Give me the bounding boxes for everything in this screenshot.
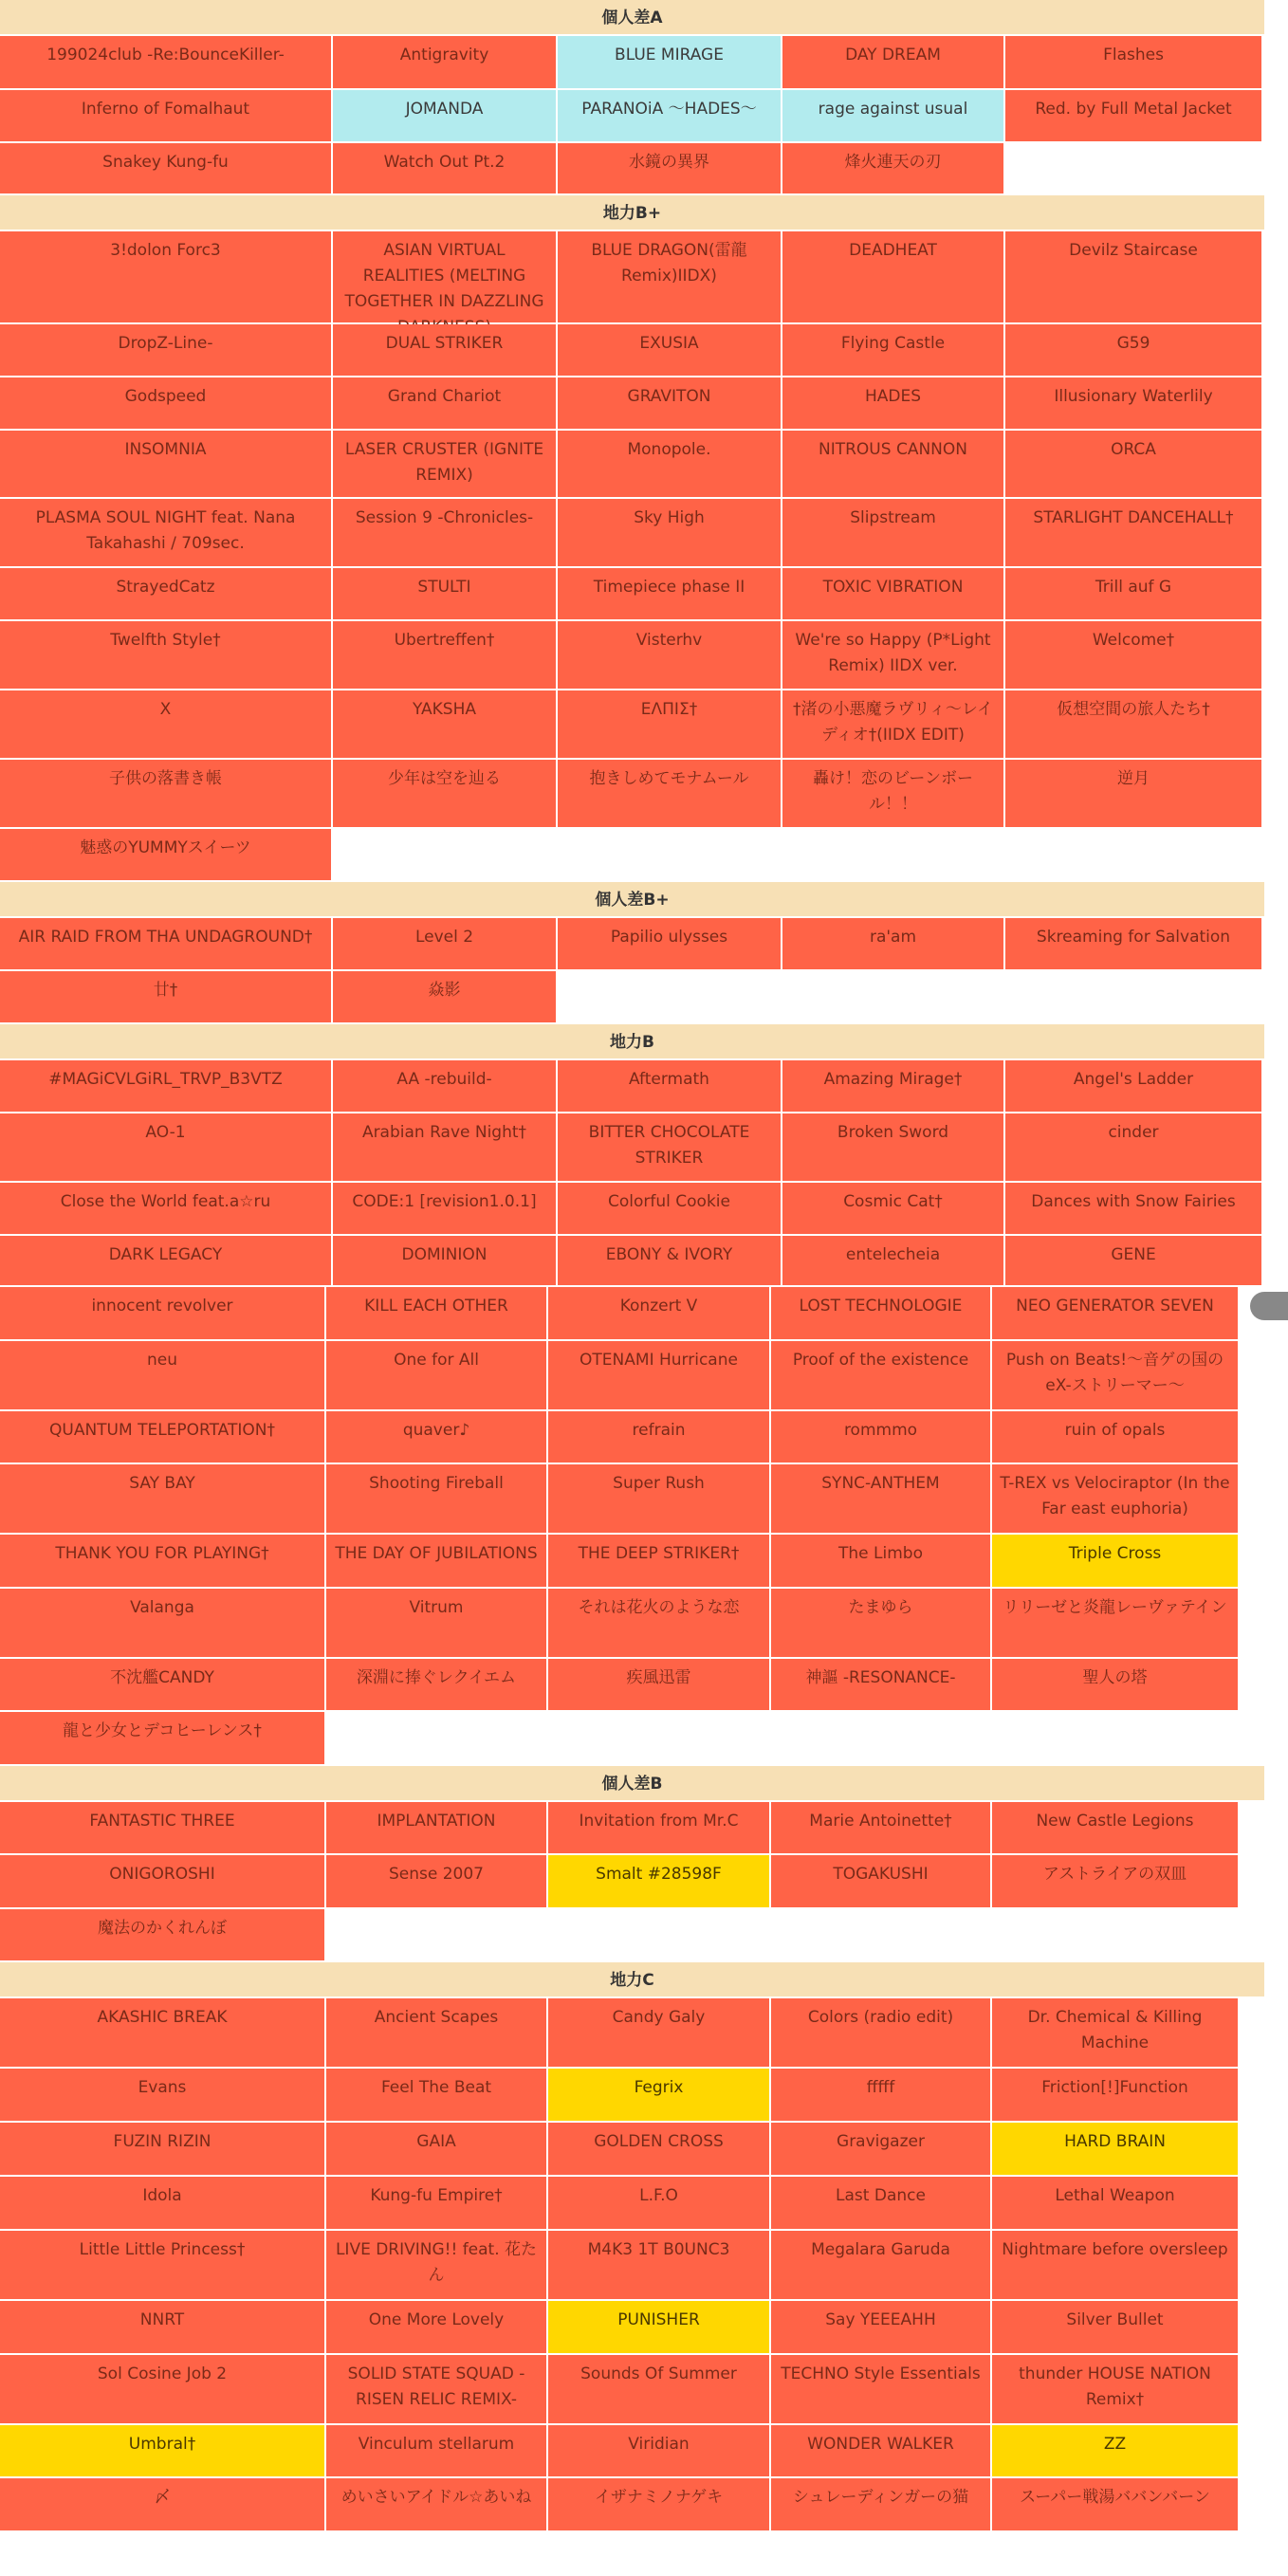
song-cell[interactable]: DOMINION [333,1236,558,1287]
song-cell[interactable]: Cosmic Cat† [782,1183,1005,1236]
song-cell[interactable]: Welcome† [1005,621,1263,690]
song-cell[interactable]: Monopole. [558,431,782,499]
tier-header: 個人差A [0,0,1264,36]
song-cell[interactable]: G59 [1005,324,1263,377]
song-cell[interactable]: Super Rush [548,1464,771,1535]
empty-cell [326,1909,1240,1962]
song-cell[interactable]: JOMANDA [333,90,558,143]
song-cell[interactable]: THE DAY OF JUBILATIONS [326,1535,548,1589]
song-cell[interactable]: Arabian Rave Night† [333,1113,558,1183]
tier-header: 地力B [0,1024,1264,1060]
song-cell[interactable]: シュレーディンガーの猫 [771,2478,992,2532]
tier-header: 個人差B+ [0,882,1264,918]
song-cell[interactable]: Red. by Full Metal Jacket [1005,90,1263,143]
song-cell[interactable]: それは花火のような恋 [548,1589,771,1659]
tier-header: 地力B+ [0,195,1264,231]
empty-cell [326,1712,1240,1766]
song-cell[interactable]: NEO GENERATOR SEVEN [992,1287,1240,1341]
song-cell[interactable]: BLUE MIRAGE [558,36,782,90]
table-row [0,1909,1264,1962]
song-cell[interactable]: Idola [0,2177,326,2231]
table-row [0,1855,1264,1909]
song-cell[interactable]: 逆月 [1005,760,1263,829]
song-cell[interactable]: 深淵に捧ぐレクイエム [326,1659,548,1712]
song-cell[interactable]: Papilio ulysses [558,918,782,971]
table-row [0,324,1264,377]
song-cell[interactable]: OTENAMI Hurricane [548,1341,771,1411]
table-row [0,2069,1264,2123]
song-cell[interactable]: X [0,690,333,760]
song-cell[interactable]: Twelfth Style† [0,621,333,690]
song-cell[interactable]: One for All [326,1341,548,1411]
song-cell[interactable]: Level 2 [333,918,558,971]
tier-section [0,0,1282,195]
song-cell[interactable]: リリーゼと炎龍レーヴァテイン [992,1589,1240,1659]
song-cell[interactable]: innocent revolver [0,1287,326,1341]
tier-header: 地力C [0,1962,1264,1998]
song-cell[interactable]: Slipstream [782,499,1005,568]
song-cell[interactable]: CODE:1 [revision1.0.1] [333,1183,558,1236]
song-cell[interactable]: Amazing Mirage† [782,1060,1005,1113]
empty-cell [1005,143,1263,195]
song-cell[interactable]: AKASHIC BREAK [0,1998,326,2069]
song-cell[interactable]: SYNC-ANTHEM [771,1464,992,1535]
song-cell[interactable]: Proof of the existence [771,1341,992,1411]
song-cell[interactable]: Skreaming for Salvation [1005,918,1263,971]
table-row [0,2231,1264,2301]
song-cell[interactable]: 少年は空を辿る [333,760,558,829]
table-row [0,1712,1264,1766]
song-cell[interactable]: entelecheia [782,1236,1005,1287]
song-cell[interactable]: refrain [548,1411,771,1464]
song-cell[interactable]: 龍と少女とデコヒーレンス† [0,1712,326,1766]
song-cell[interactable]: Dr. Chemical & Killing Machine [992,1998,1240,2069]
song-cell[interactable]: Snakey Kung-fu [0,143,333,195]
song-cell[interactable]: 聖人の塔 [992,1659,1240,1712]
song-cell[interactable]: Silver Bullet [992,2301,1240,2355]
song-cell[interactable]: DUAL STRIKER [333,324,558,377]
song-cell[interactable]: Viridian [548,2425,771,2478]
song-cell[interactable]: New Castle Legions [992,1802,1240,1855]
song-cell[interactable]: neu [0,1341,326,1411]
table-row [0,143,1264,195]
song-cell[interactable]: FANTASTIC THREE [0,1802,326,1855]
song-cell[interactable]: BITTER CHOCOLATE STRIKER [558,1113,782,1183]
table-row [0,690,1264,760]
song-cell[interactable]: Grand Chariot [333,377,558,431]
song-cell[interactable]: たまゆら [771,1589,992,1659]
table-row [0,2177,1264,2231]
song-cell[interactable]: quaver♪ [326,1411,548,1464]
song-cell[interactable]: The Limbo [771,1535,992,1589]
song-cell[interactable]: PUNISHER [548,2301,771,2355]
song-cell[interactable]: Aftermath [558,1060,782,1113]
song-cell[interactable]: GENE [1005,1236,1263,1287]
song-cell[interactable]: Marie Antoinette† [771,1802,992,1855]
song-cell[interactable]: Sol Cosine Job 2 [0,2355,326,2425]
song-cell[interactable]: TECHNO Style Essentials [771,2355,992,2425]
song-cell[interactable]: AIR RAID FROM THA UNDAGROUND† [0,918,333,971]
song-cell[interactable]: THANK YOU FOR PLAYING† [0,1535,326,1589]
table-row [0,1236,1264,1287]
tier-header: 個人差B [0,1766,1264,1802]
song-cell[interactable]: Antigravity [333,36,558,90]
song-cell[interactable]: Watch Out Pt.2 [333,143,558,195]
song-cell[interactable]: INSOMNIA [0,431,333,499]
song-cell[interactable]: Candy Galy [548,1998,771,2069]
song-cell[interactable]: Sounds Of Summer [548,2355,771,2425]
song-cell[interactable]: Timepiece phase II [558,568,782,621]
song-cell[interactable]: ruin of opals [992,1411,1240,1464]
tier-section [0,1766,1282,1962]
song-cell[interactable]: NITROUS CANNON [782,431,1005,499]
table-row [0,1802,1264,1855]
table-row [0,231,1264,324]
song-cell[interactable]: ORCA [1005,431,1263,499]
song-cell[interactable]: Gravigazer [771,2123,992,2177]
table-row [0,90,1264,143]
song-cell[interactable]: fffff [771,2069,992,2123]
song-cell[interactable]: PLASMA SOUL NIGHT feat. Nana Takahashi / 709sec. [0,499,333,568]
song-cell[interactable]: Last Dance [771,2177,992,2231]
song-cell[interactable]: Triple Cross [992,1535,1240,1589]
song-cell[interactable]: 仮想空間の旅人たち† [1005,690,1263,760]
empty-cell [333,829,1263,882]
song-cell[interactable]: Trill auf G [1005,568,1263,621]
song-cell[interactable]: Colorful Cookie [558,1183,782,1236]
table-row [0,2355,1264,2425]
tier-section [0,1287,1282,1766]
song-cell[interactable]: Flashes [1005,36,1263,90]
song-cell[interactable]: Angel's Ladder [1005,1060,1263,1113]
table-row [0,499,1264,568]
song-cell[interactable]: AO-1 [0,1113,333,1183]
song-cell[interactable]: Close the World feat.a☆ru [0,1183,333,1236]
song-cell[interactable]: Inferno of Fomalhaut [0,90,333,143]
song-cell[interactable]: Valanga [0,1589,326,1659]
song-cell[interactable]: Vinculum stellarum [326,2425,548,2478]
song-cell[interactable]: Ubertreffen† [333,621,558,690]
song-cell[interactable]: STULTI [333,568,558,621]
song-cell[interactable]: DARK LEGACY [0,1236,333,1287]
table-row [0,1535,1264,1589]
song-cell[interactable]: ra'am [782,918,1005,971]
table-row [0,971,1264,1024]
song-cell[interactable]: イザナミノナゲキ [548,2478,771,2532]
song-cell[interactable]: Dances with Snow Fairies [1005,1183,1263,1236]
song-cell[interactable]: Evans [0,2069,326,2123]
song-cell[interactable]: アストライアの双皿 [992,1855,1240,1909]
table-row [0,918,1264,971]
song-cell[interactable]: Umbral† [0,2425,326,2478]
song-cell[interactable]: 廿† [0,971,333,1024]
song-cell[interactable]: ASIAN VIRTUAL REALITIES (MELTING TOGETHER IN DAZZLING [333,231,558,324]
song-cell[interactable]: STARLIGHT DANCEHALL† [1005,499,1263,568]
song-cell[interactable]: Sky High [558,499,782,568]
song-cell[interactable]: Colors (radio edit) [771,1998,992,2069]
song-cell[interactable]: StrayedCatz [0,568,333,621]
table-row [0,568,1264,621]
table-row [0,1341,1264,1411]
song-cell[interactable]: Godspeed [0,377,333,431]
song-cell[interactable]: Illusionary Waterlily [1005,377,1263,431]
side-scroll-tab[interactable] [1250,1292,1288,1320]
tier-section [0,1024,1282,1287]
song-cell[interactable]: LIVE DRIVING!! feat. 花たん [326,2231,548,2301]
table-row [0,2425,1264,2478]
song-cell[interactable]: Megalara Garuda [771,2231,992,2301]
song-cell[interactable]: 〆 [0,2478,326,2532]
song-cell[interactable]: ΕΛΠΙΣ† [558,690,782,760]
table-row [0,1411,1264,1464]
table-row [0,377,1264,431]
song-cell[interactable]: Lethal Weapon [992,2177,1240,2231]
song-cell[interactable]: Visterhv [558,621,782,690]
song-cell[interactable]: AA -rebuild- [333,1060,558,1113]
song-cell[interactable]: GAIA [326,2123,548,2177]
song-cell[interactable]: T-REX vs Velociraptor (In the Far east euphoria) [992,1464,1240,1535]
song-cell[interactable]: EXUSIA [558,324,782,377]
song-cell[interactable]: 3!dolon Forc3 [0,231,333,324]
song-cell[interactable]: Broken Sword [782,1113,1005,1183]
song-cell[interactable]: Feel The Beat [326,2069,548,2123]
song-cell[interactable]: Flying Castle [782,324,1005,377]
song-cell[interactable]: DropZ-Line- [0,324,333,377]
song-cell[interactable]: 烽火連天の刃 [782,143,1005,195]
song-cell[interactable]: Friction[!]Function [992,2069,1240,2123]
song-cell[interactable]: 魔法のかくれんぼ [0,1909,326,1962]
song-cell[interactable]: HADES [782,377,1005,431]
song-cell[interactable]: DEADHEAT [782,231,1005,324]
song-cell[interactable]: 子供の落書き帳 [0,760,333,829]
song-cell[interactable]: Konzert V [548,1287,771,1341]
song-cell[interactable]: FUZIN RIZIN [0,2123,326,2177]
song-cell[interactable]: QUANTUM TELEPORTATION† [0,1411,326,1464]
table-row [0,431,1264,499]
song-cell[interactable]: Nightmare before oversleep [992,2231,1240,2301]
song-cell[interactable]: Smalt #28598F [548,1855,771,1909]
song-cell[interactable]: SOLID STATE SQUAD -RISEN RELIC REMIX- [326,2355,548,2425]
empty-cell [558,971,1263,1024]
song-cell[interactable]: 不沈艦CANDY [0,1659,326,1712]
song-cell[interactable]: 199024club -Re:BounceKiller- [0,36,333,90]
song-cell[interactable]: 抱きしめてモナムール [558,760,782,829]
tier-section [0,882,1282,1024]
song-cell[interactable]: Little Little Princess† [0,2231,326,2301]
song-cell[interactable]: Push on Beats!〜音ゲの国のeX-ストリーマー〜 [992,1341,1240,1411]
song-cell[interactable]: めいさいアイドル☆あいね [326,2478,548,2532]
song-cell[interactable]: We're so Happy (P*Light Remix) IIDX ver. [782,621,1005,690]
song-cell[interactable]: 疾風迅雷 [548,1659,771,1712]
table-row [0,1659,1264,1712]
song-cell[interactable]: Ancient Scapes [326,1998,548,2069]
song-cell[interactable]: 焱影 [333,971,558,1024]
table-row [0,1287,1264,1341]
song-cell[interactable]: Vitrum [326,1589,548,1659]
tier-section [0,1962,1282,2532]
song-cell[interactable]: TOXIC VIBRATION [782,568,1005,621]
song-cell[interactable]: IMPLANTATION [326,1802,548,1855]
song-cell[interactable]: HARD BRAIN [992,2123,1240,2177]
song-cell[interactable]: BLUE DRAGON(雷龍Remix)IIDX) [558,231,782,324]
song-cell[interactable]: rommmo [771,1411,992,1464]
song-cell[interactable]: LASER CRUSTER (IGNITE REMIX) [333,431,558,499]
song-cell[interactable]: YAKSHA [333,690,558,760]
table-row [0,1464,1264,1535]
table-row [0,36,1264,90]
table-row [0,2123,1264,2177]
table-row [0,1060,1264,1113]
song-cell[interactable]: GRAVITON [558,377,782,431]
song-cell[interactable]: SAY BAY [0,1464,326,1535]
table-row [0,829,1264,882]
song-cell[interactable]: 轟け！恋のビーンボール！！ [782,760,1005,829]
song-cell[interactable]: Devilz Staircase [1005,231,1263,324]
song-cell[interactable]: Fegrix [548,2069,771,2123]
song-cell[interactable]: Say YEEEAHH [771,2301,992,2355]
song-cell[interactable]: Sense 2007 [326,1855,548,1909]
song-cell[interactable]: One More Lovely [326,2301,548,2355]
table-row [0,1113,1264,1183]
table-row [0,760,1264,829]
song-cell[interactable]: ZZ [992,2425,1240,2478]
song-cell[interactable]: cinder [1005,1113,1263,1183]
song-cell[interactable]: †渚の小悪魔ラヴリィ～レイディオ†(IIDX EDIT) [782,690,1005,760]
song-cell[interactable]: L.F.O [548,2177,771,2231]
song-cell[interactable]: スーパー戦湯ババンバーン [992,2478,1240,2532]
table-row [0,1998,1264,2069]
table-row [0,2478,1264,2532]
song-cell[interactable]: Session 9 -Chronicles- [333,499,558,568]
song-cell[interactable]: DAY DREAM [782,36,1005,90]
song-cell[interactable]: thunder HOUSE NATION Remix† [992,2355,1240,2425]
tier-section [0,195,1282,882]
song-cell[interactable]: Shooting Fireball [326,1464,548,1535]
song-cell[interactable]: KILL EACH OTHER [326,1287,548,1341]
song-cell[interactable]: M4K3 1T B0UNC3 [548,2231,771,2301]
table-row [0,2301,1264,2355]
table-row [0,1183,1264,1236]
song-cell[interactable]: 神謳 -RESONANCE- [771,1659,992,1712]
table-row [0,1589,1264,1659]
song-cell[interactable]: #MAGiCVLGiRL_TRVP_B3VTZ [0,1060,333,1113]
song-cell[interactable]: WONDER WALKER [771,2425,992,2478]
song-cell[interactable]: NNRT [0,2301,326,2355]
song-cell[interactable]: Invitation from Mr.C [548,1802,771,1855]
song-cell[interactable]: EBONY & IVORY [558,1236,782,1287]
song-cell[interactable]: GOLDEN CROSS [548,2123,771,2177]
song-cell[interactable]: LOST TECHNOLOGIE [771,1287,992,1341]
song-cell[interactable]: ONIGOROSHI [0,1855,326,1909]
song-cell[interactable]: THE DEEP STRIKER† [548,1535,771,1589]
song-cell[interactable]: TOGAKUSHI [771,1855,992,1909]
song-cell[interactable]: rage against usual [782,90,1005,143]
table-row [0,621,1264,690]
song-cell[interactable]: 水鏡の異界 [558,143,782,195]
song-cell[interactable]: PARANOiA 〜HADES〜 [558,90,782,143]
song-cell[interactable]: 魅惑のYUMMYスイーツ [0,829,333,882]
song-cell[interactable]: Kung-fu Empire† [326,2177,548,2231]
